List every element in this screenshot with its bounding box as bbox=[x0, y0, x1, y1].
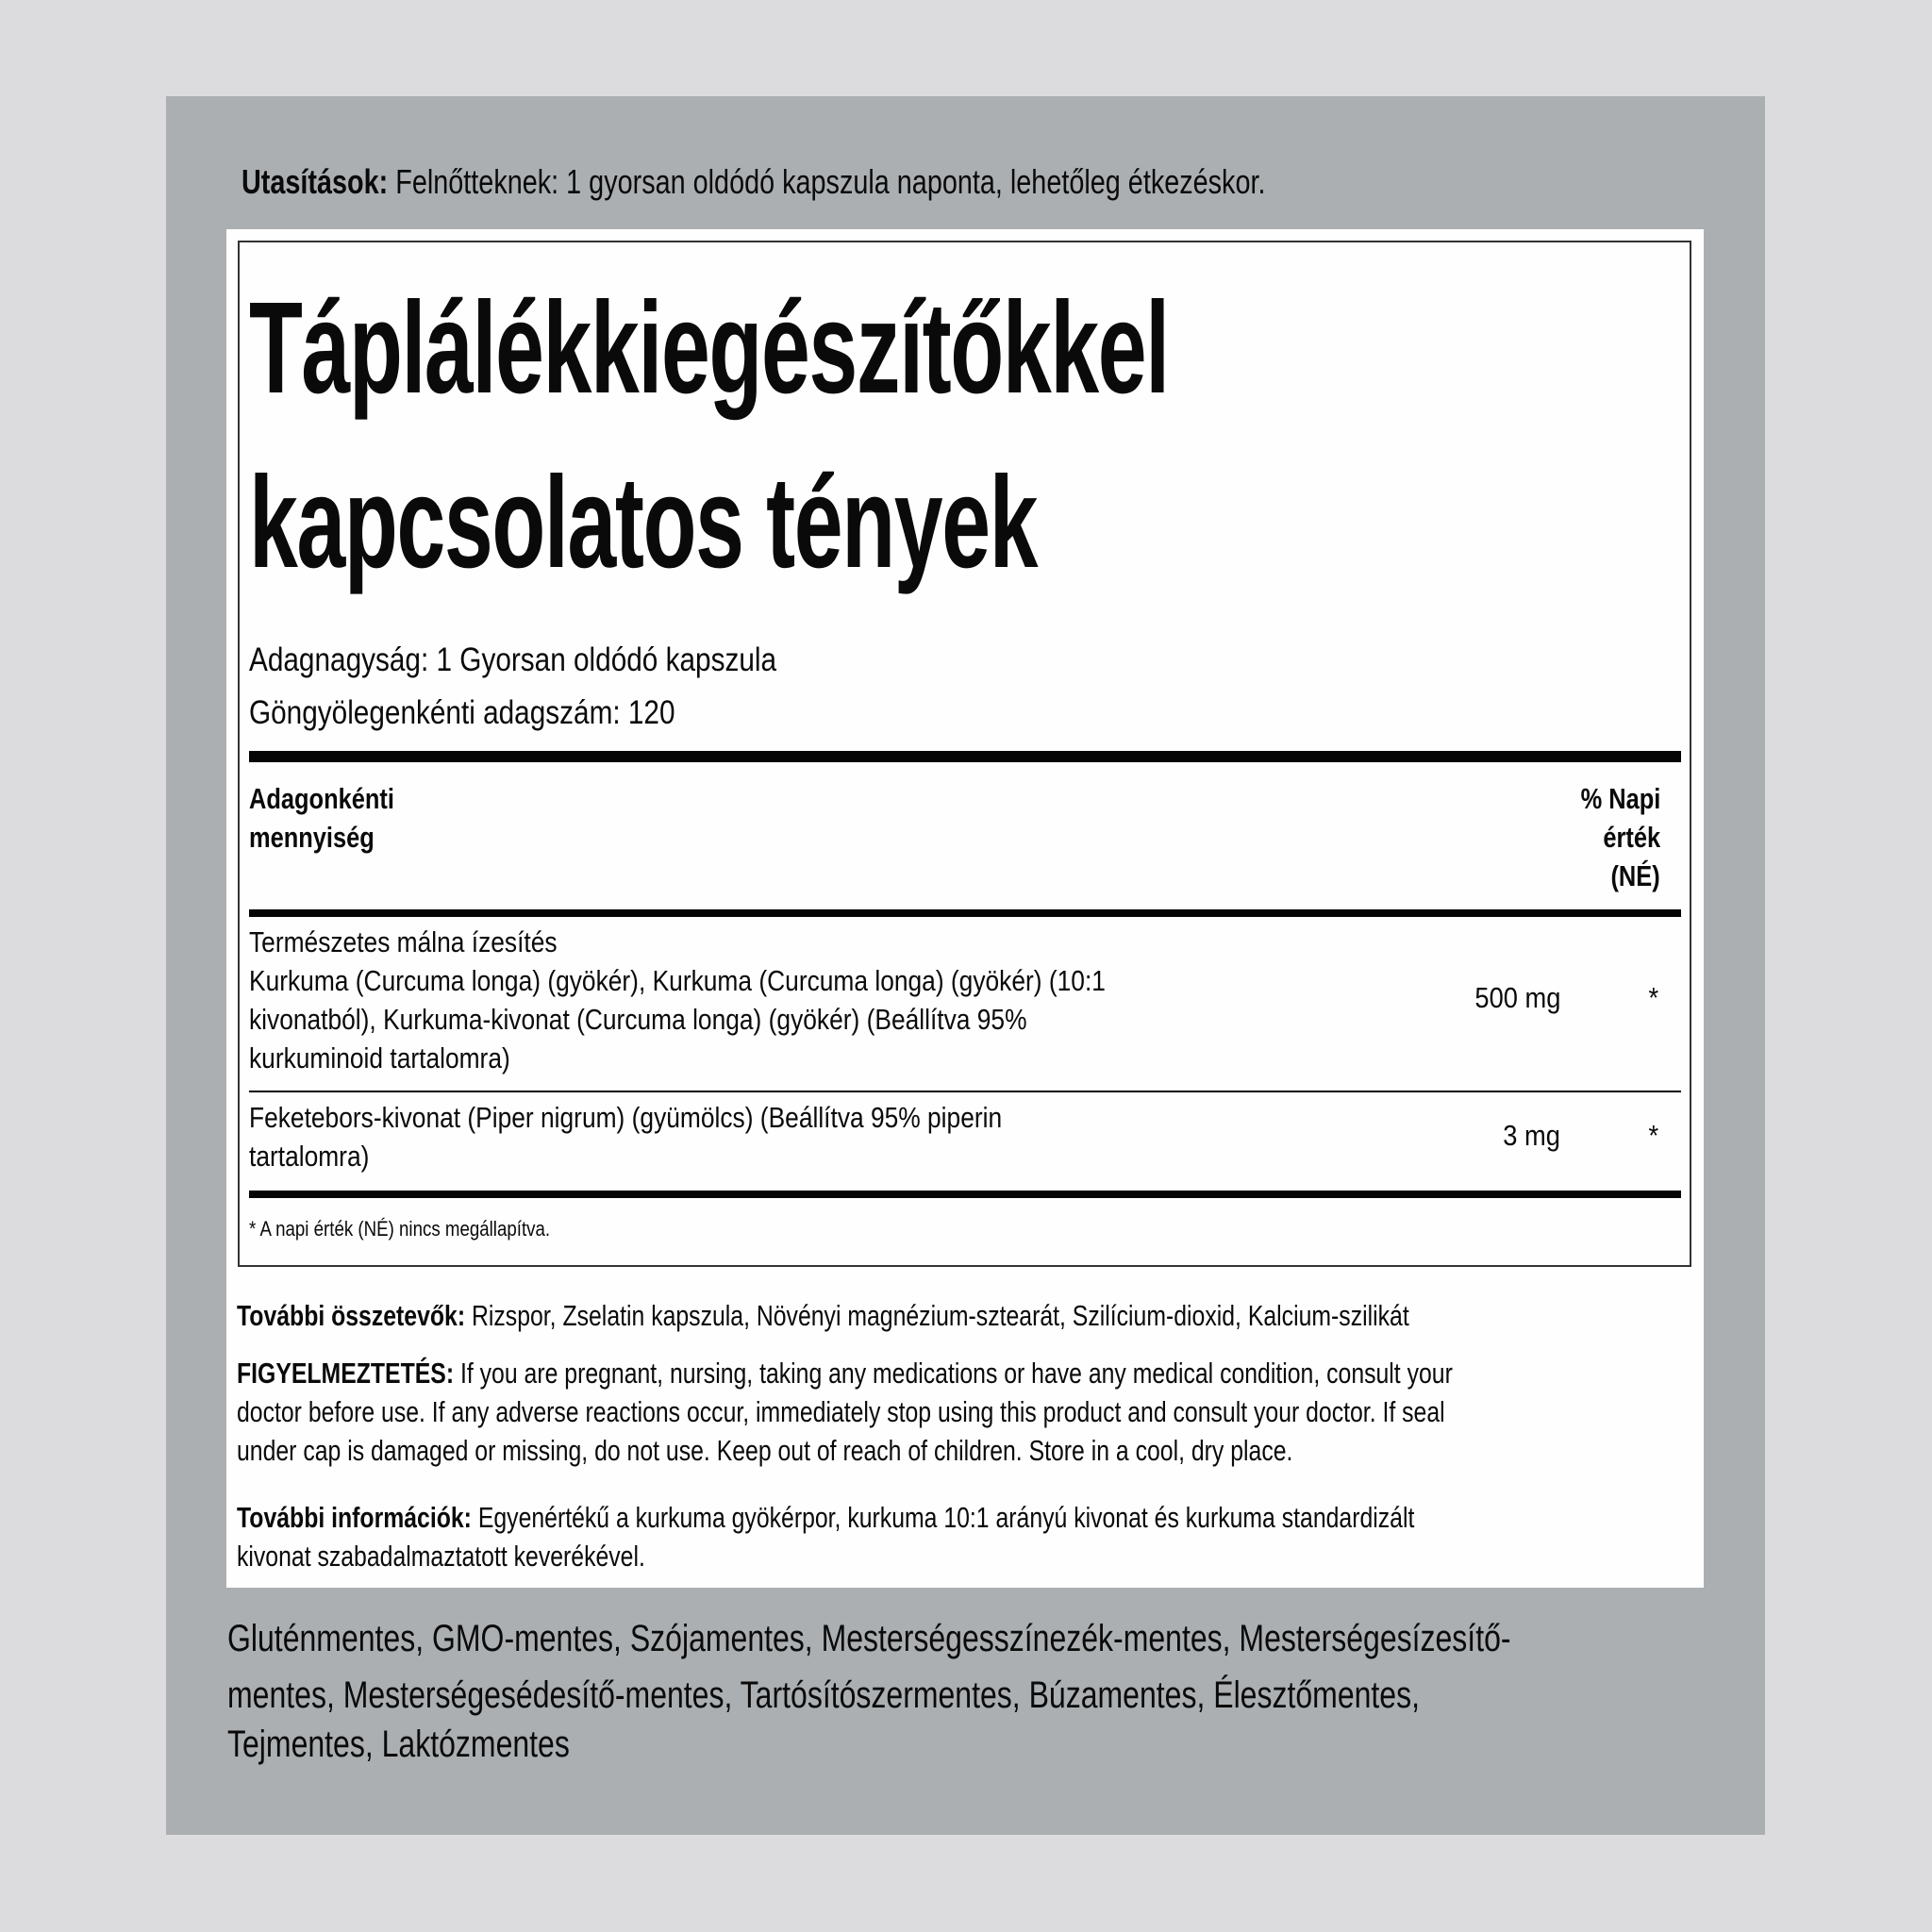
black-pepper-dv: * bbox=[1648, 1119, 1658, 1152]
thick-divider bbox=[249, 751, 1681, 762]
daily-value-header: % Napi érték (NÉ) bbox=[1580, 782, 1660, 892]
ingredient-row-turmeric: Természetes málna ízesítés Kurkuma (Curcuma longa) (gyökér), Kurkuma (Curcuma longa) (gyökér) (10:1 kivonatból), Kurkuma-kivonat (Curcuma longa) (gyökér) (Beállítva 95% kurkuminoid tartalomra) bbox=[249, 925, 1106, 1074]
black-pepper-amount: 3 mg bbox=[1503, 1119, 1560, 1152]
facts-title-line2: kapcsolatos tények bbox=[249, 450, 1038, 595]
facts-title-line1: Táplálékkiegészítőkkel bbox=[249, 275, 1169, 421]
free-from-claims: Gluténmentes, GMO-mentes, Szójamentes, Mesterségesszínezék-mentes, Mesterségesízesítő- mentes, Mesterségesédesítő-mentes, Tartósítószermentes, Búzamentes, Élesztőmentes, Tejmentes, Laktózmentes bbox=[227, 1618, 1511, 1765]
directions bbox=[242, 162, 1522, 202]
other-ingredients: További összetevők: Rizspor, Zselatin kapszula, Növényi magnézium-sztearát, Szilícium-dioxid, Kalcium-szilikát bbox=[237, 1299, 1409, 1332]
additional-info: További információk: Egyenértékű a kurkuma gyökérpor, kurkuma 10:1 arányú kivonat és kurkuma standardizált kivonat szabadalmaztatott keverékével. bbox=[237, 1501, 1415, 1573]
directions-text: Felnőtteknek: 1 gyorsan oldódó kapszula naponta, lehetőleg étkezéskor. bbox=[388, 162, 1266, 201]
thick-divider bbox=[249, 909, 1681, 917]
directions-label: Utasítások: bbox=[242, 162, 389, 201]
thick-divider bbox=[249, 1191, 1681, 1198]
warning: FIGYELMEZTETÉS: If you are pregnant, nursing, taking any medications or have any medical condition, consult your doctor before use. If any adverse reactions occur, immediately stop using this product and consult your doctor. If seal under cap is damaged or missing, do not use. Keep out of reach of children. Store in a cool, dry place. bbox=[237, 1357, 1453, 1467]
servings-per-container: Göngyölegenkénti adagszám: 120 bbox=[249, 694, 675, 731]
amount-per-serving-header: Adagonkénti mennyiség bbox=[249, 782, 394, 854]
daily-value-footnote: * A napi érték (NÉ) nincs megállapítva. bbox=[249, 1217, 551, 1241]
turmeric-amount: 500 mg bbox=[1474, 981, 1560, 1014]
serving-size: Adagnagyság: 1 Gyorsan oldódó kapszula bbox=[249, 641, 777, 678]
ingredient-row-black-pepper: Feketebors-kivonat (Piper nigrum) (gyümölcs) (Beállítva 95% piperin tartalomra) bbox=[249, 1101, 1003, 1173]
thin-divider bbox=[249, 1091, 1681, 1092]
turmeric-dv: * bbox=[1648, 981, 1658, 1014]
